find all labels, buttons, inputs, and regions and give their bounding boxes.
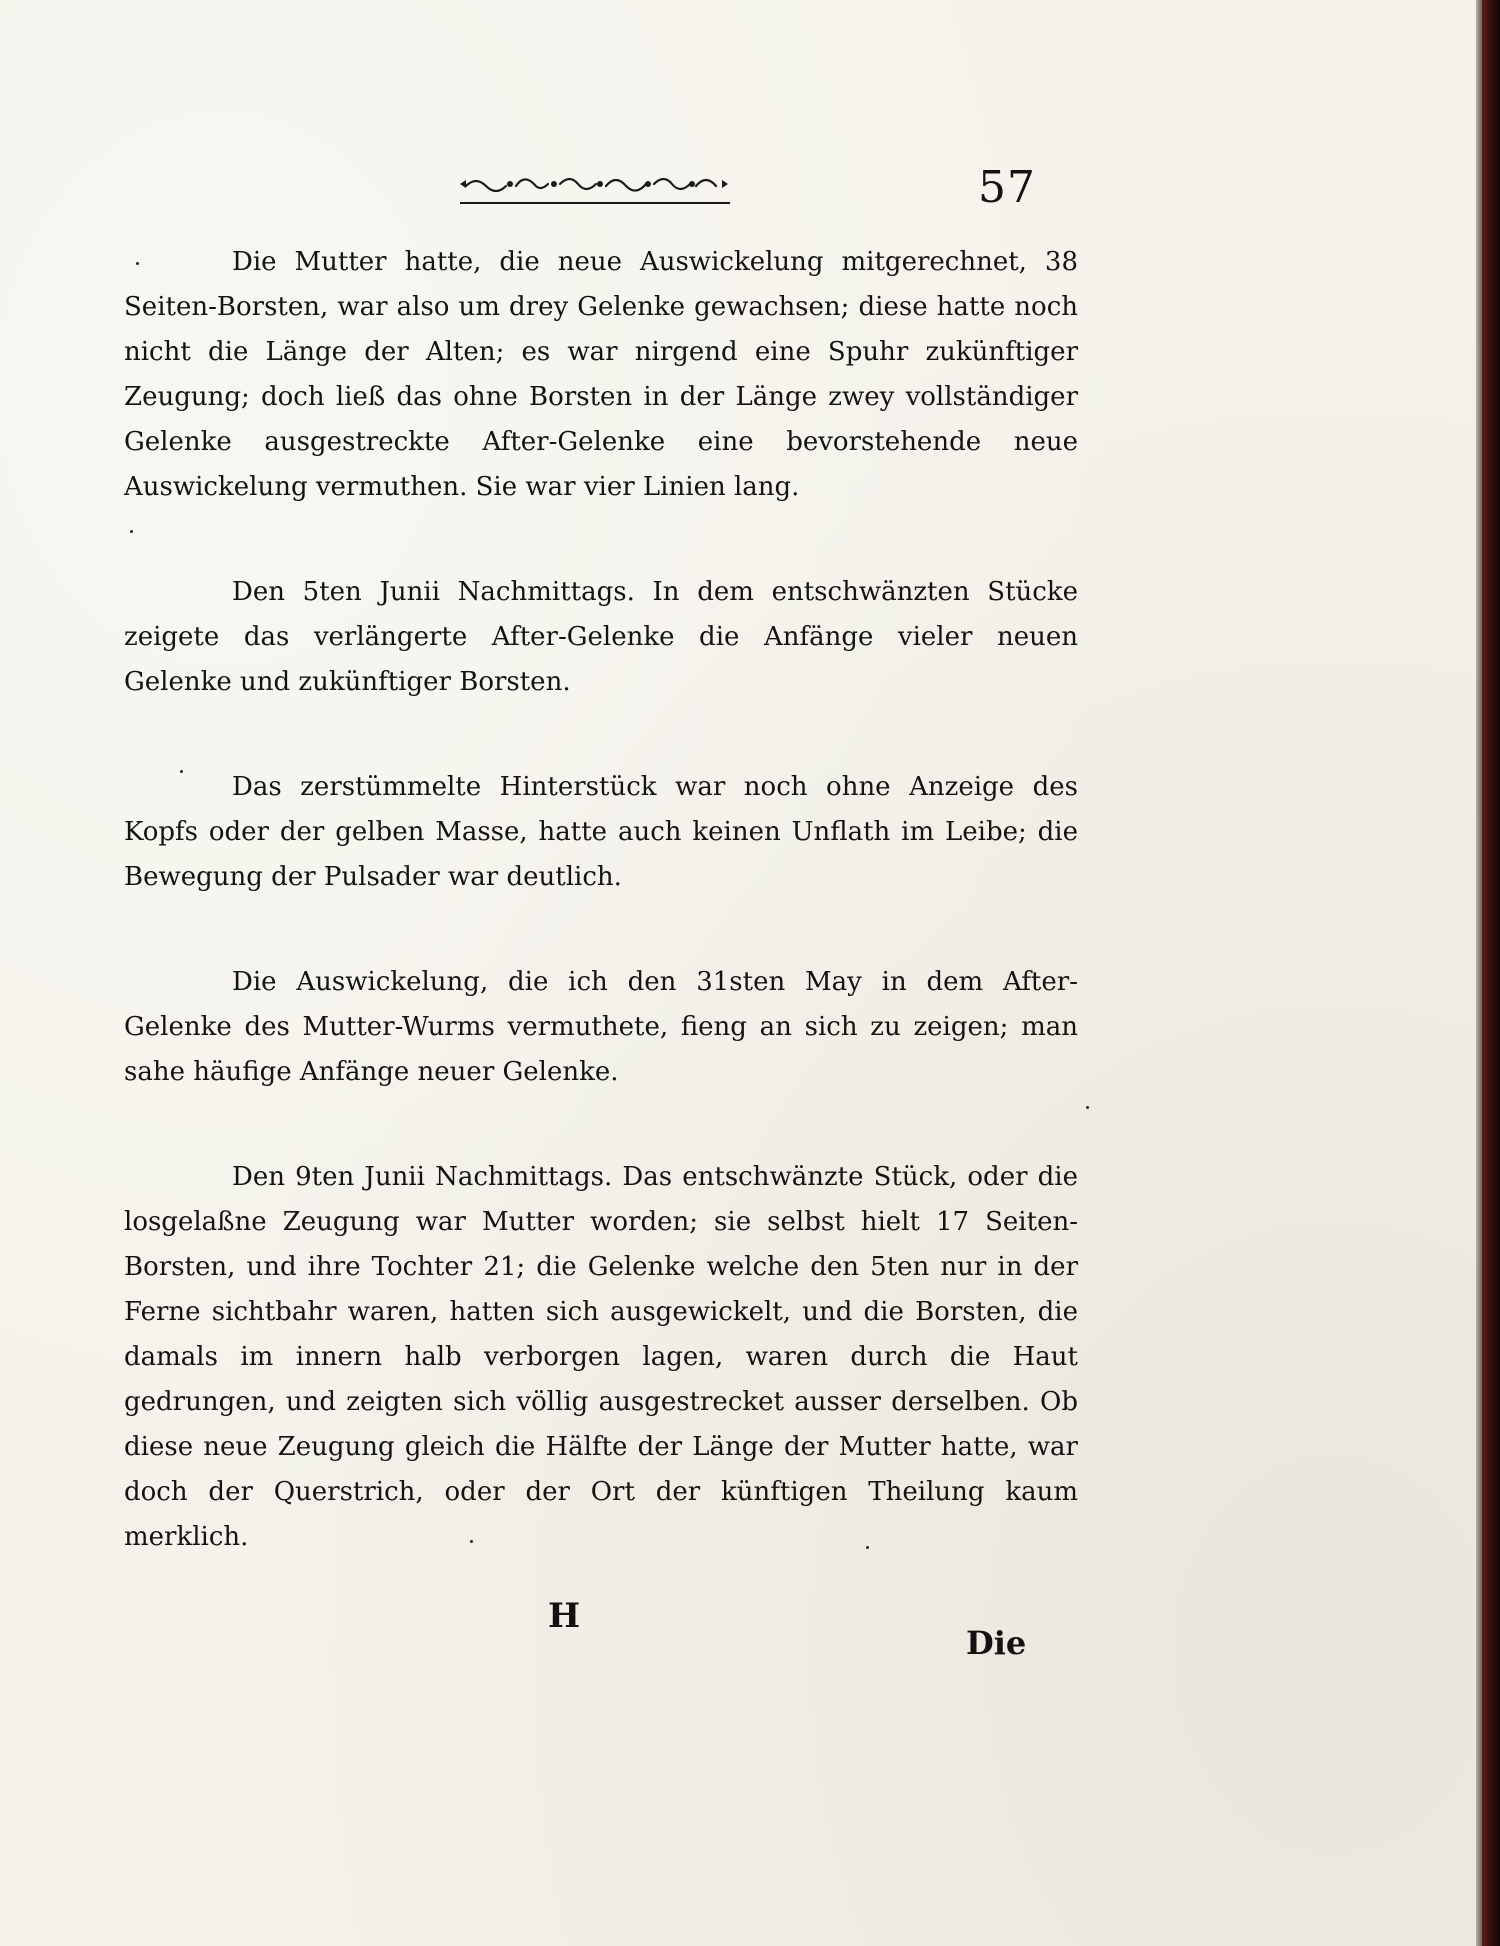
paragraph-gap xyxy=(124,1095,1078,1155)
paragraph-5: Den 9ten Junii Nachmittags. Das entschwänzte Stück, oder die losgelaßne Zeugung war Mutter worden; sie selbst hielt 17 Seiten-Borsten, und ihre Tochter 21; die Gelenke welche den 5ten nur in der Ferne sichtbahr waren, hatten sich ausgewickelt, und die Borsten, die damals im innern halb verborgen lagen, waren durch die Haut gedrungen, und zeigten sich völlig ausgestrecket ausser derselben. Ob diese neue Zeugung gleich die Hälfte der Länge der Mutter hatte, war doch der Querstrich, oder der Ort der künftigen Theilung kaum merklich. xyxy=(124,1162,1078,1552)
page-number: 57 xyxy=(978,162,1036,213)
catchword: Die xyxy=(966,1624,1027,1662)
paragraph-4: Die Auswickelung, die ich den 31sten May in dem After-Gelenke des Mutter-Wurms vermuthete, fieng an sich zu zeigen; man sahe häufige Anfänge neuer Gelenke. xyxy=(124,967,1078,1087)
paragraph-gap xyxy=(124,510,1078,570)
page-footer xyxy=(0,1590,1482,1670)
paper-speck xyxy=(180,770,183,773)
paper-speck xyxy=(130,530,133,533)
paragraph-2: Den 5ten Junii Nachmittags. In dem entschwänzten Stücke zeigete das verlängerte After-Gelenke die Anfänge vieler neuen Gelenke und zukünftiger Borsten. xyxy=(124,577,1078,697)
paper-speck xyxy=(866,1546,869,1549)
paper-speck xyxy=(136,262,139,265)
ornament-icon xyxy=(458,164,730,204)
paragraph-1: Die Mutter hatte, die neue Auswickelung mitgerechnet, 38 Seiten-Borsten, war also um drey Gelenke gewachsen; diese hatte noch nicht die Länge der Alten; es war nirgend eine Spuhr zukünftiger Zeugung; doch ließ das ohne Borsten in der Länge zwey vollständiger Gelenke ausgestreckte After-Gelenke eine bevorstehende neue Auswickelung vermuthen. Sie war vier Linien lang. xyxy=(124,247,1078,502)
body-text xyxy=(124,240,1078,1560)
signature-mark: H xyxy=(548,1596,581,1636)
paragraph-gap xyxy=(124,900,1078,960)
page-header xyxy=(0,150,1482,230)
paper-speck xyxy=(1086,1106,1089,1109)
header-rule xyxy=(460,202,730,204)
paragraph-3: Das zerstümmelte Hinterstück war noch ohne Anzeige des Kopfs oder der gelben Masse, hatte auch keinen Unflath im Leibe; die Bewegung der Pulsader war deutlich. xyxy=(124,772,1078,892)
book-binding xyxy=(1482,0,1500,1946)
paper-speck xyxy=(470,1540,473,1543)
paragraph-gap xyxy=(124,705,1078,765)
